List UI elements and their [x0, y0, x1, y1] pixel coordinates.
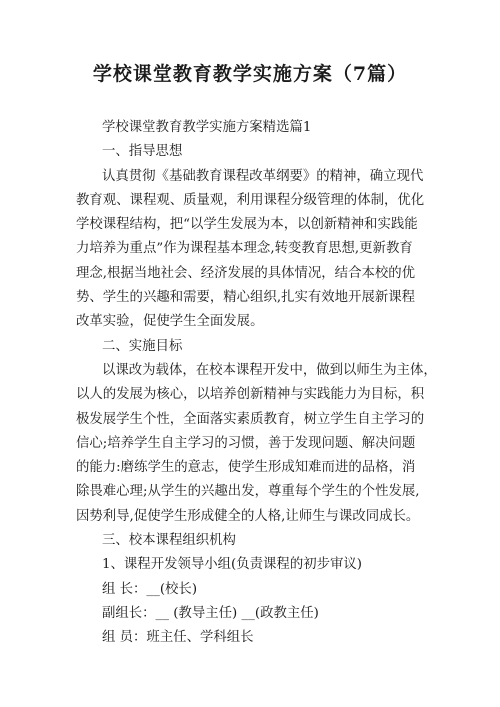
text-line: 学校课堂教育教学实施方案精选篇1 — [102, 120, 312, 135]
text-line: 因势利导,促使学生形成健全的人格,让师生与课改同成长。 — [76, 508, 420, 524]
text-line: 认真贯彻《基础教育课程改革纲要》的精神，确立现代 — [102, 168, 424, 184]
text-line: 组 员：班主任、学科组长 — [102, 630, 254, 646]
text-line: 力培养为重点”作为课程基本理念,转变教育思想,更新教育 — [76, 241, 413, 257]
text-line: 除畏难心理;从学生的兴趣出发，尊重每个学生的个性发展, — [76, 484, 420, 500]
text-line: 一、指导思想 — [102, 144, 183, 160]
text-line: 副组长：__ (教导主任) __(政教主任) — [102, 605, 319, 621]
document-title: 学校课堂教育教学实施方案（7篇） — [92, 63, 408, 85]
text-line: 改革实验，促使学生全面发展。 — [76, 314, 264, 330]
text-line: 势、学生的兴趣和需要，精心组织,扎实有效地开展新课程 — [76, 290, 416, 306]
text-line: 教育观、课程观、质量观，利用课程分级管理的体制，优化 — [76, 192, 425, 208]
text-line: 学校课程结构，把“以学生发展为本，以创新精神和实践能 — [76, 217, 418, 233]
text-line: 极发展学生个性，全面落实素质教育，树立学生自主学习的 — [76, 411, 425, 427]
text-line: 以人的发展为核心，以培养创新精神与实践能力为目标，积 — [76, 387, 425, 403]
text-line: 以课改为载体，在校本课程开发中，做到以师生为主体， — [102, 362, 437, 378]
text-line: 信心;培养学生自主学习的习惯，善于发现问题、解决问题 — [76, 435, 416, 451]
text-line: 二、实施目标 — [102, 338, 183, 354]
text-line: 1、课程开发领导小组(负责课程的初步审议) — [102, 557, 362, 573]
text-line: 理念,根据当地社会、经济发展的具体情况，结合本校的优 — [76, 265, 416, 281]
text-line: 三、校本课程组织机构 — [102, 533, 236, 549]
document-body — [76, 116, 437, 651]
text-line: 的能力:磨练学生的意志，使学生形成知难而进的品格，消 — [76, 460, 416, 476]
text-line: 组 长：__(校长) — [102, 581, 198, 597]
